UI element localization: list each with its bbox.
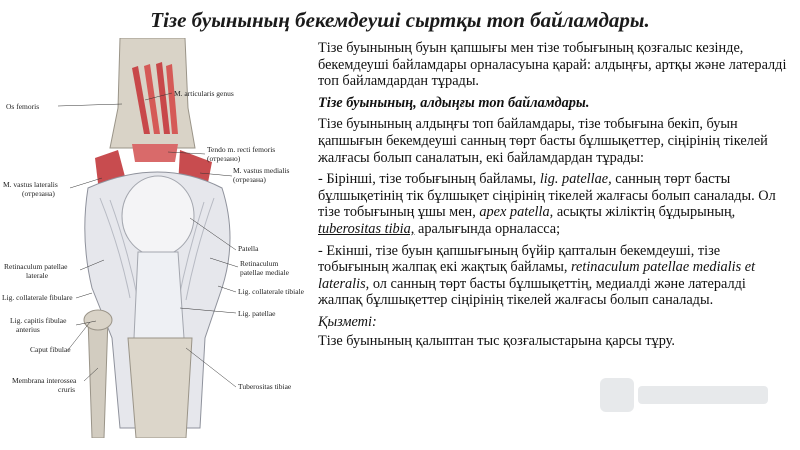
label-patella: Patella	[238, 244, 259, 253]
term-retinaculum-patellae: retinaculum patellae medialis et lateralis,	[318, 259, 756, 292]
body-text	[318, 40, 788, 354]
anterior-group-paragraph: Тізе буынының алдыңғы топ байламдары, тізе тобығына бекіп, буын қапшығын бекемдеуші санның төрт басты бұлшықеттер, сіңірінің тікелей жалғасы болып саналатын, екі байламдардан тұрады:	[318, 116, 768, 166]
first-ligament-text-a: - Бірінші, тізе тобығының байламы,	[318, 171, 537, 188]
label-os-femoris: Os femoris	[6, 102, 40, 111]
first-ligament-text-c: асықты жіліктің бұдырының,	[556, 204, 736, 221]
label-retinaculum-medial-2: patellae mediale	[240, 268, 289, 277]
section-subheading: Тізе буынының, алдыңғы топ байламдары.	[318, 94, 590, 111]
label-lig-patellae: Lig. patellae	[238, 309, 276, 318]
knee-anatomy-illustration	[0, 38, 312, 438]
label-caput-fibulae: Caput fibulae	[30, 345, 71, 354]
label-m-articularis: M. articularis genus	[174, 89, 234, 98]
watermark-logo	[598, 372, 778, 418]
label-vastus-lateralis-2: (отрезана)	[22, 189, 55, 198]
term-lig-patellae: lig. patellae,	[539, 171, 612, 188]
label-lig-capitis-fibulae-2: anterius	[16, 325, 40, 334]
label-tuberositas-tibiae: Tuberositas tibiae	[238, 382, 292, 391]
slide-title: Тізе буынының бекемдеуші сыртқы топ байламдары.	[150, 8, 650, 32]
label-vastus-medialis-2: (отрезана)	[233, 175, 266, 184]
intro-paragraph: Тізе буынының буын қапшығы мен тізе тобығының қозғалыс кезінде, бекемдеуші байламдары орналасуына қарай: алдыңғы, артқы және латералді топ байламдардан тұрады.	[318, 40, 787, 90]
label-membrana-interossea-1: Membrana interossea	[12, 376, 77, 385]
label-lig-collaterale-fibulare: Lig. collaterale fibulare	[2, 293, 73, 302]
second-ligament-text-b: ол санның төрт басты бұлшықеттің, медиалді және латералді жалпақ бұлшықеттер сіңірінің тікелей жалғасы болып саналады.	[318, 275, 746, 309]
term-apex-patella: apex patella,	[479, 204, 554, 221]
first-ligament-paragraph	[318, 171, 788, 237]
label-retinaculum-lateral-2: laterale	[26, 271, 49, 280]
label-membrana-interossea-2: cruris	[58, 385, 76, 394]
label-lig-capitis-fibulae-1: Lig. capitis fibulae	[10, 316, 67, 325]
function-text: Тізе буынының қалыптан тыс қозғалыстарына қарсы тұру.	[318, 332, 675, 349]
label-vastus-medialis-1: M. vastus medialis	[233, 166, 290, 175]
label-tendo-recti-2: (отрезано)	[207, 154, 241, 163]
second-ligament-text-a: - Екінші, тізе буын қапшығының бүйір қапталын бекемдеуші, тізе тобығының жалпақ екі жақтық байламы,	[318, 242, 721, 276]
first-ligament-text-b: санның төрт басты бұлшықетінің тік бұлшықет сіңірінің тікелей жалғасы болып саналады. Ол тізе тобығының ұшы мен,	[318, 171, 776, 221]
function-label: Қызметі:	[318, 313, 377, 330]
label-tendo-recti-1: Tendo m. recti femoris	[207, 145, 276, 154]
second-ligament-paragraph	[318, 243, 788, 309]
label-retinaculum-medial-1: Retinaculum	[240, 259, 279, 268]
term-tuberositas-tibia: tuberositas tibia,	[318, 220, 415, 237]
first-ligament-text-d: аралығында орналасса;	[417, 220, 561, 237]
label-retinaculum-lateral-1: Retinaculum patellae	[4, 262, 68, 271]
label-vastus-lateralis-1: M. vastus lateralis	[3, 180, 58, 189]
label-lig-collaterale-tibiale: Lig. collaterale tibiale	[238, 287, 305, 296]
